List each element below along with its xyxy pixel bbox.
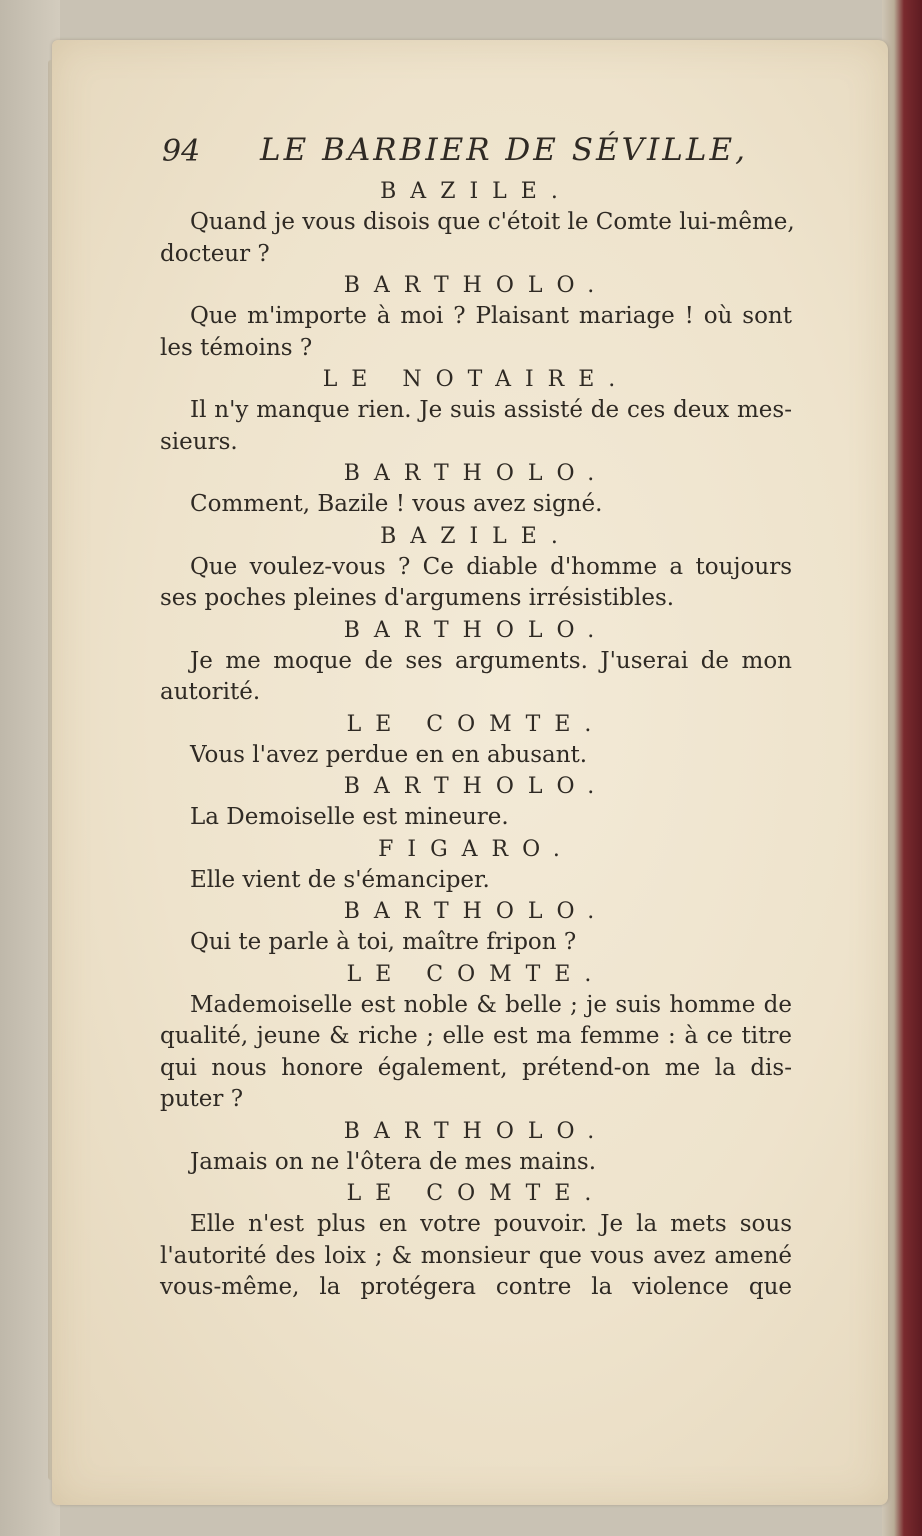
speech-line: qualité, jeune & riche ; elle est ma femme : à ce titre xyxy=(160,1023,792,1049)
speech-line: Comment, Bazile ! vous avez signé. xyxy=(190,491,603,517)
speech-line: Jamais on ne l'ôtera de mes mains. xyxy=(190,1148,597,1175)
speech-line: Que voulez-vous ? Ce diable d'homme a toujours xyxy=(190,553,792,580)
speaker-name: BARTHOLO. xyxy=(343,461,609,486)
speech-line: qui nous honore également, prétend-on me la dis- xyxy=(160,1054,792,1081)
speech-line: Qui te parle à toi, maître fripon ? xyxy=(190,929,577,955)
speech-line: vous-même, la protégera contre la violence que xyxy=(160,1274,792,1300)
speaker-name: LE COMTE. xyxy=(346,711,606,737)
speaker-name: BAZILE. xyxy=(380,179,572,204)
speech-line: Elle n'est plus en votre pouvoir. Je la mets sous xyxy=(190,1211,792,1237)
speech-line: docteur ? xyxy=(160,240,270,267)
book-binding xyxy=(882,0,922,1536)
speaker-name: BARTHOLO. xyxy=(343,1118,609,1144)
speech-line: Vous l'avez perdue en en abusant. xyxy=(190,741,588,768)
speech-line: Elle vient de s'émanciper. xyxy=(190,866,490,893)
speech-line: Que m'importe à moi ? Plaisant mariage ! où sont xyxy=(190,303,792,329)
speaker-name: LE COMTE. xyxy=(346,961,606,987)
page-text xyxy=(160,128,795,1304)
speech-line: sieurs. xyxy=(160,428,238,455)
speaker-name: BARTHOLO. xyxy=(343,899,609,924)
page-header xyxy=(160,128,792,176)
speech-line: ses poches pleines d'argumens irrésistibles. xyxy=(160,585,675,611)
speech-line: l'autorité des loix ; & monsieur que vous avez amené xyxy=(160,1242,792,1269)
running-title: LE BARBIER DE SÉVILLE, xyxy=(260,132,748,168)
speaker-name: LE NOTAIRE. xyxy=(322,367,630,392)
speaker-name: BARTHOLO. xyxy=(343,273,609,298)
speaker-name: BARTHOLO. xyxy=(343,774,609,799)
speech-line: La Demoiselle est mineure. xyxy=(190,804,509,830)
speaker-name: BAZILE. xyxy=(380,523,572,549)
speech-line: Je me moque de ses arguments. J'userai de mon xyxy=(190,647,792,674)
speech-line: Quand je vous disois que c'étoit le Comte lui-même, xyxy=(190,209,795,235)
speaker-name: BARTHOLO. xyxy=(343,617,609,643)
page-number: 94 xyxy=(162,134,201,169)
speech-line: Mademoiselle est noble & belle ; je suis homme de xyxy=(190,991,792,1018)
speech-line: puter ? xyxy=(160,1086,244,1112)
speech-line: les témoins ? xyxy=(160,334,313,361)
speech-line: autorité. xyxy=(160,679,261,705)
speaker-name: LE COMTE. xyxy=(346,1181,606,1206)
speaker-name: FIGARO. xyxy=(378,836,574,862)
speech-line: Il n'y manque rien. Je suis assisté de ces deux mes- xyxy=(190,397,792,423)
